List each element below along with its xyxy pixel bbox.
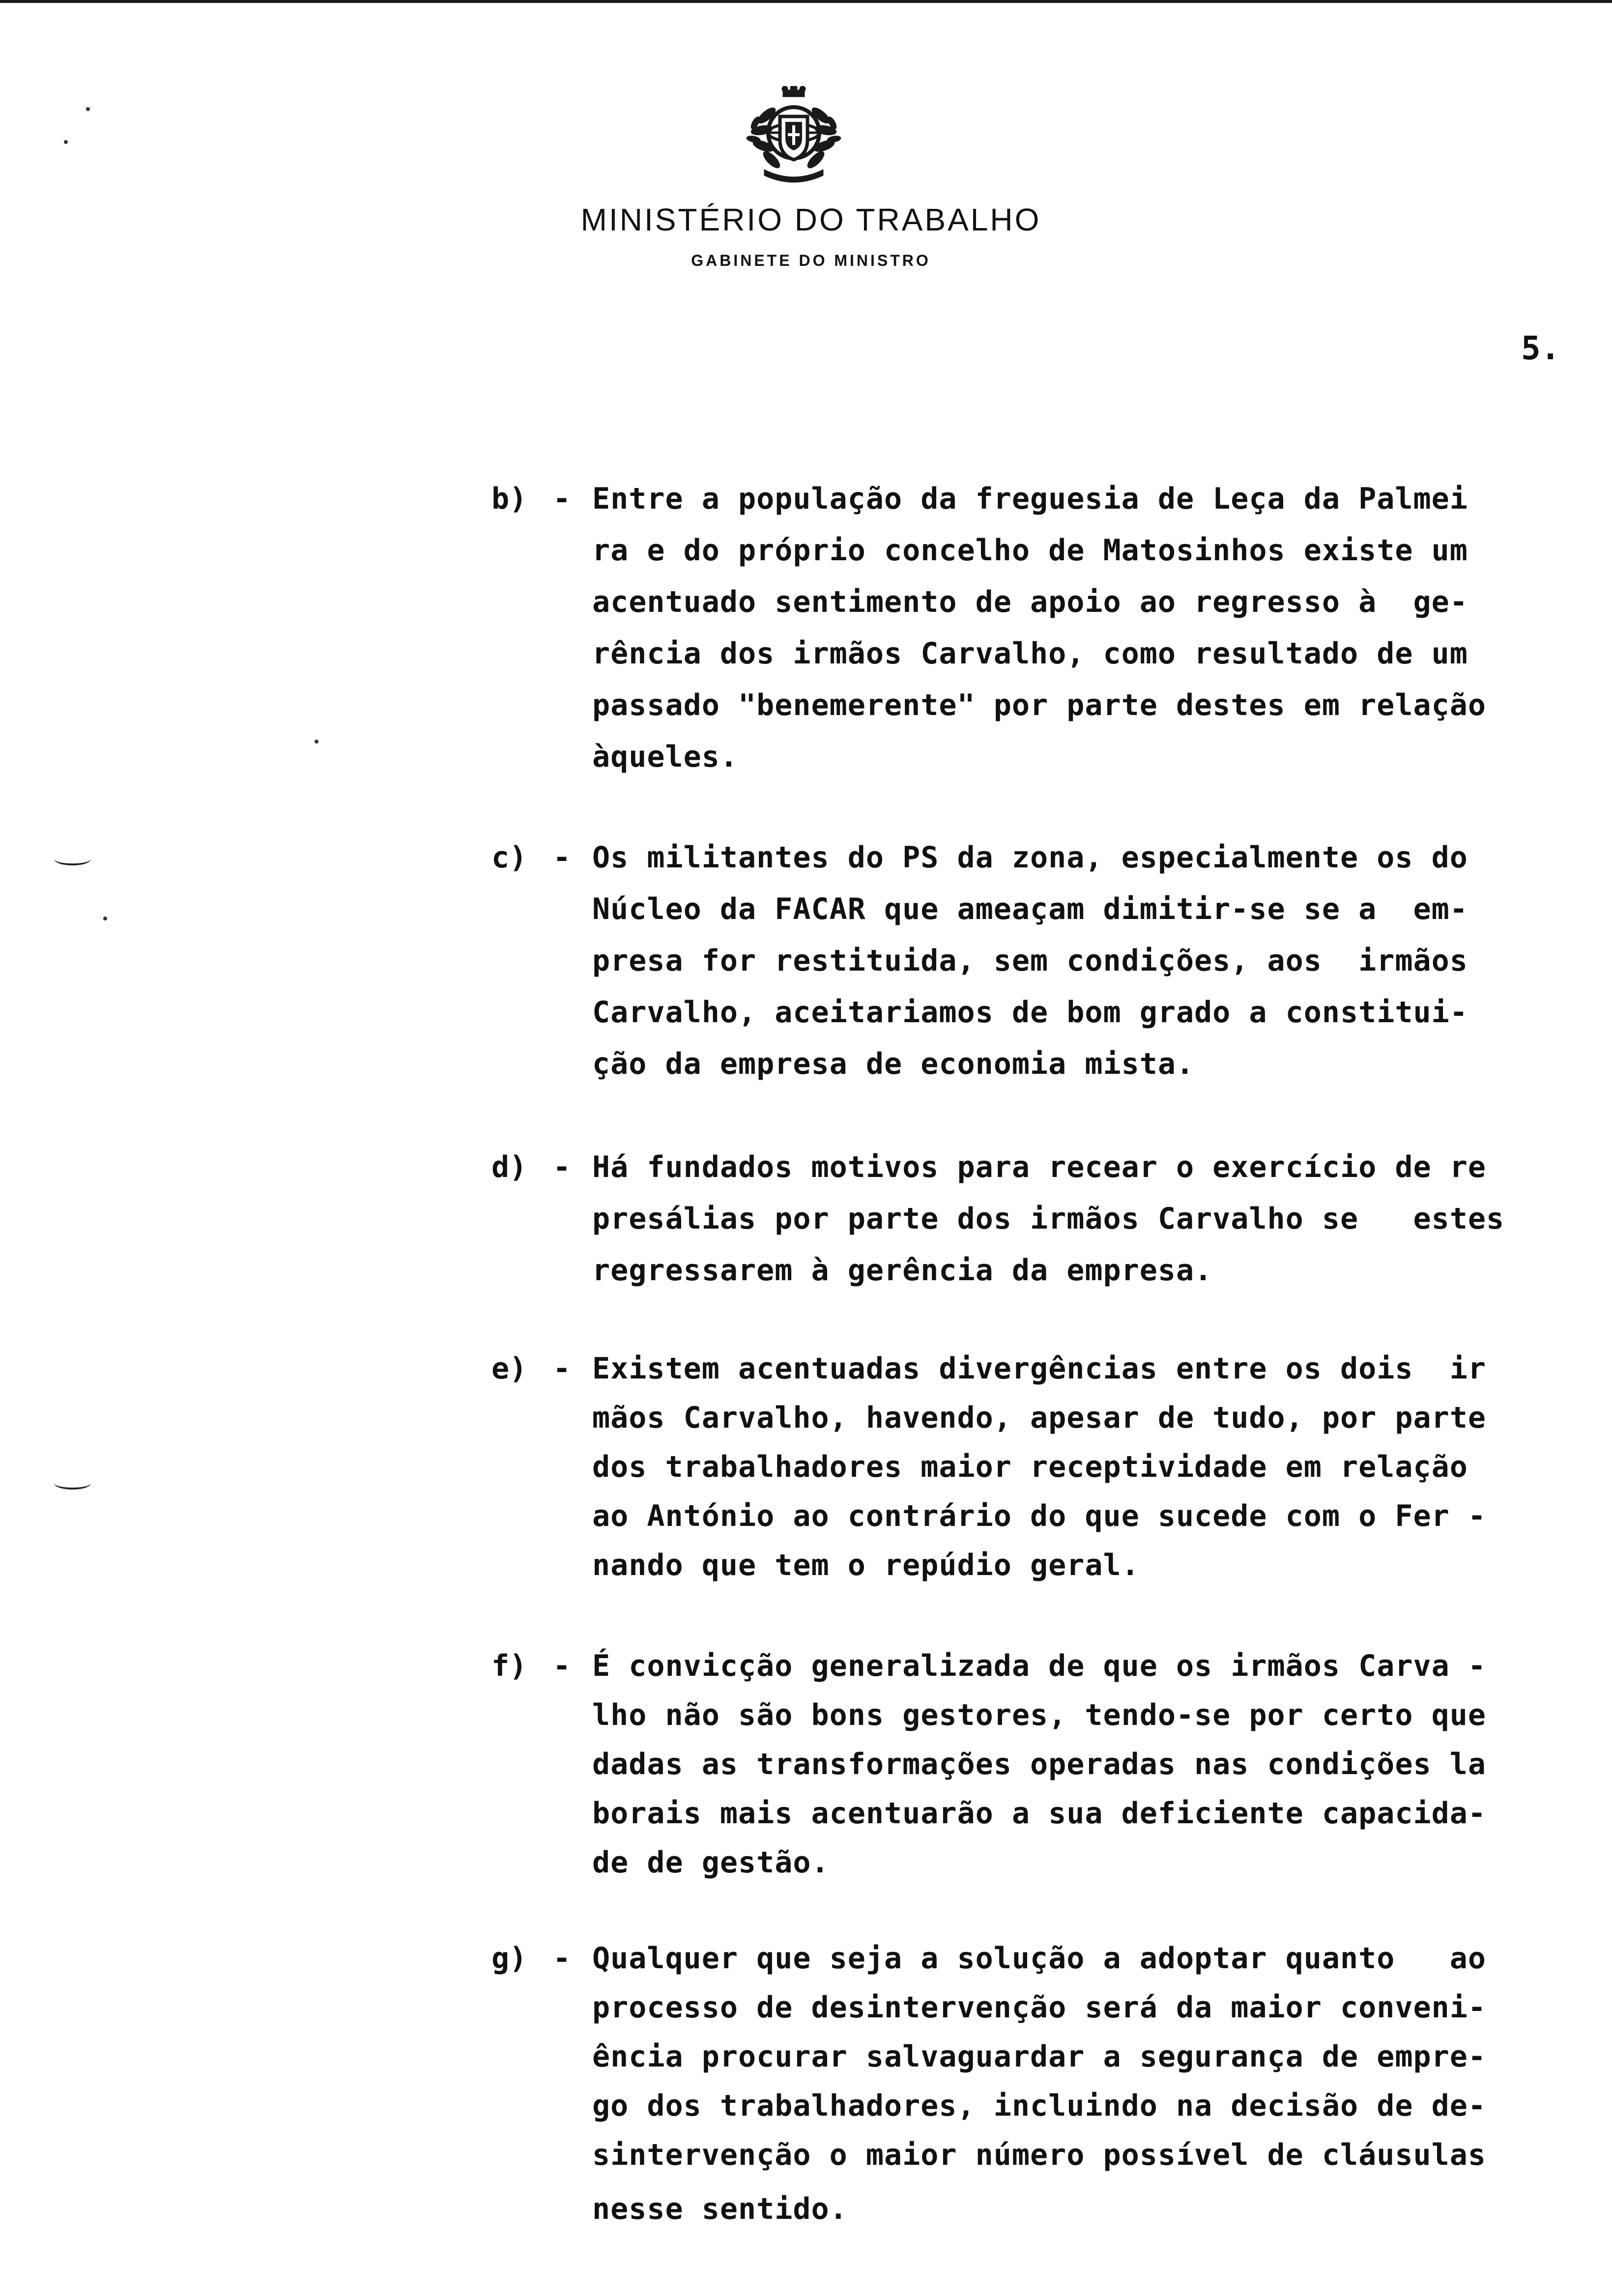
item-line: lho não são bons gestores, tendo-se por certo que — [592, 1698, 1487, 1732]
scan-speck — [315, 740, 318, 744]
item-line: sintervenção o maior número possível de cláusulas — [592, 2138, 1487, 2172]
item-line: processo de desintervenção será da maior conveni- — [592, 1990, 1487, 2025]
margin-mark — [54, 1477, 91, 1490]
item-line: nando que tem o repúdio geral. — [592, 1548, 1140, 1582]
item-line: passado "benemerente" por parte destes em relação — [592, 688, 1487, 722]
item-letter: c) — [491, 840, 527, 875]
item-line: de de gestão. — [592, 1845, 830, 1880]
item-dash: - — [553, 1351, 571, 1386]
item-line: Qualquer que seja a solução a adoptar quanto ao — [592, 1941, 1487, 1976]
item-line: Há fundados motivos para recear o exercício de re — [592, 1150, 1487, 1184]
ministry-title: MINISTÉRIO DO TRABALHO — [580, 202, 1041, 237]
item-line: ção da empresa de economia mista. — [592, 1047, 1195, 1081]
item-line: àqueles. — [592, 740, 738, 774]
page-number: 5. — [1521, 329, 1560, 367]
item-line: acentuado sentimento de apoio ao regresso à ge- — [592, 585, 1468, 619]
scan-speck — [86, 107, 90, 111]
margin-mark — [54, 853, 91, 865]
item-line: ência procurar salvaguardar a segurança de empre- — [592, 2039, 1487, 2074]
scan-speck — [64, 140, 68, 144]
scan-speck — [103, 917, 107, 920]
item-line: presálias por parte dos irmãos Carvalho se estes — [592, 1202, 1505, 1236]
item-dash: - — [553, 1941, 571, 1976]
item-letter: d) — [491, 1150, 527, 1184]
item-letter: g) — [491, 1941, 527, 1976]
top-border-line — [0, 0, 1612, 3]
item-line: mãos Carvalho, havendo, apesar de tudo, por parte — [592, 1401, 1487, 1435]
item-letter: f) — [491, 1649, 527, 1683]
item-line: dadas as transformações operadas nas condições la — [592, 1747, 1487, 1781]
item-line: nesse sentido. — [592, 2192, 848, 2226]
item-dash: - — [553, 482, 571, 516]
item-line: Existem acentuadas divergências entre os dois ir — [592, 1351, 1487, 1386]
coat-of-arms-icon — [745, 86, 843, 184]
item-line: go dos trabalhadores, incluindo na decisão de de- — [592, 2089, 1487, 2123]
item-line: dos trabalhadores maior receptividade em relação — [592, 1450, 1468, 1484]
item-line: É convicção generalizada de que os irmãos Carva - — [592, 1649, 1487, 1683]
item-line: Entre a população da freguesia de Leça da Palmei — [592, 482, 1468, 516]
item-dash: - — [553, 1649, 571, 1683]
item-letter: b) — [491, 482, 527, 516]
item-line: presa for restituida, sem condições, aos irmãos — [592, 944, 1468, 978]
item-line: Os militantes do PS da zona, especialmente os do — [592, 840, 1468, 875]
item-line: Carvalho, aceitariamos de bom grado a constitui- — [592, 995, 1468, 1030]
item-line: ao António ao contrário do que sucede com o Fer - — [592, 1499, 1487, 1533]
item-line: borais mais acentuarão a sua deficiente capacida- — [592, 1796, 1487, 1831]
item-dash: - — [553, 840, 571, 875]
item-line: Núcleo da FACAR que ameaçam dimitir-se se a em- — [592, 892, 1468, 926]
item-line: rência dos irmãos Carvalho, como resultado de um — [592, 636, 1468, 671]
item-dash: - — [553, 1150, 571, 1184]
cabinet-subtitle: GABINETE DO MINISTRO — [691, 252, 931, 269]
item-line: ra e do próprio concelho de Matosinhos existe um — [592, 533, 1468, 568]
item-line: regressarem à gerência da empresa. — [592, 1253, 1213, 1288]
item-letter: e) — [491, 1351, 527, 1386]
